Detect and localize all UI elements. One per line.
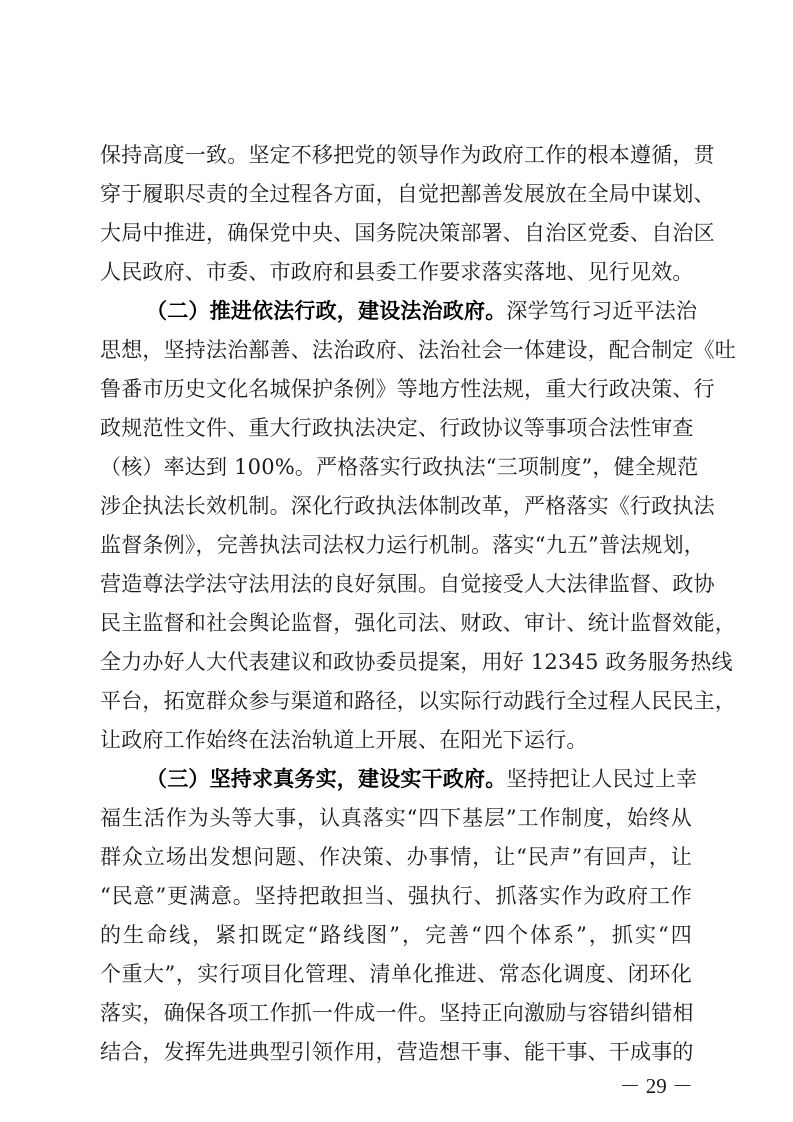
paragraph-line: 涉企执法长效机制。深化行政执法体制改革，严格落实《行政执法: [100, 494, 715, 518]
paragraph-line: 全力办好人大代表建议和政协委员提案，用好 12345 政务服务热线: [100, 650, 733, 674]
paragraph-line: 群众立场出发想问题、作决策、办事情，让“民声”有回声，让: [100, 845, 692, 869]
paragraph-line: 的生命线，紧扣既定“路线图”，完善“四个体系”，抓实“四: [100, 923, 692, 947]
paragraph-line: 政规范性文件、重大行政执法决定、行政协议等事项合法性审查: [100, 416, 694, 440]
section-heading-line: [146, 765, 698, 793]
page-number: － 29 －: [619, 1074, 693, 1098]
paragraph-line: 鲁番市历史文化名城保护条例》等地方性法规，重大行政决策、行: [100, 377, 715, 401]
paragraph-line: 营造尊法学法守法用法的良好氛围。自觉接受人大法律监督、政协: [100, 572, 715, 596]
paragraph-line: 让政府工作始终在法治轨道上开展、在阳光下运行。: [100, 728, 588, 752]
paragraph-line: 结合，发挥先进典型引领作用，营造想干事、能干事、干成事的: [100, 1040, 694, 1064]
paragraph-line: 平台，拓宽群众参与渠道和路径，以实际行动践行全过程人民民主，: [100, 689, 736, 713]
paragraph-line: 监督条例》，完善执法司法权力运行机制。落实“九五”普法规划，: [100, 533, 705, 557]
paragraph-line: 大局中推进，确保党中央、国务院决策部署、自治区党委、自治区: [100, 221, 715, 245]
paragraph-line: 穿于履职尽责的全过程各方面，自觉把鄯善发展放在全局中谋划、: [100, 182, 715, 206]
paragraph-line: 保持高度一致。坚定不移把党的领导作为政府工作的根本遵循，贯: [100, 143, 715, 167]
paragraph-text: 坚持把让人民过上幸: [506, 767, 698, 791]
paragraph-line: 民主监督和社会舆论监督，强化司法、财政、审计、统计监督效能，: [100, 611, 736, 635]
paragraph-line: 个重大”，实行项目化管理、清单化推进、常态化调度、闭环化: [100, 962, 692, 986]
section-heading: （三）坚持求真务实，建设实干政府。: [146, 767, 507, 791]
paragraph-line: “民意”更满意。坚持把敢担当、强执行、抓落实作为政府工作: [100, 884, 692, 908]
paragraph-line: 福生活作为头等大事，认真落实“四下基层”工作制度，始终从: [100, 806, 692, 830]
paragraph-line: 人民政府、市委、市政府和县委工作要求落实落地、见行见效。: [100, 260, 694, 284]
section-heading: （二）推进依法行政，建设法治政府。: [146, 299, 507, 323]
section-heading-line: [146, 297, 698, 325]
paragraph-line: （核）率达到 100%。严格落实行政执法“三项制度”，健全规范: [100, 455, 699, 479]
paragraph-line: 落实，确保各项工作抓一件成一件。坚持正向激励与容错纠错相: [100, 1001, 694, 1025]
paragraph-text: 深学笃行习近平法治: [506, 299, 698, 323]
paragraph-line: 思想，坚持法治鄯善、法治政府、法治社会一体建设，配合制定《吐: [100, 338, 736, 362]
